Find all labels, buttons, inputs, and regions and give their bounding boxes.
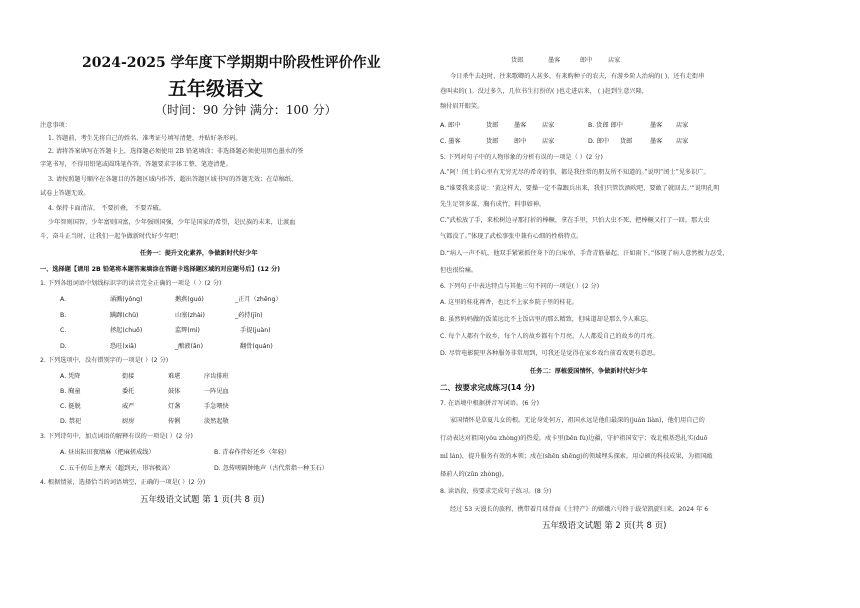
question-3: 3. 下列诗句中，加点词语的解释有误的一项是( ）(2 分) [40, 433, 193, 440]
task1-heading: 任务一：提升文化素养，争做新时代好少年 [140, 250, 258, 257]
q2-opt-d-3: 传俐 [168, 418, 181, 425]
q4-opt-d-1: D. 郎中 [588, 138, 610, 145]
q5-line: 先生足智多谋，胸有成竹，料事如神。 [440, 201, 546, 208]
q4-opt-c-1: C. 墨客 [440, 138, 461, 145]
q1-opt-c-3: 手提(juàn) [240, 327, 271, 334]
task2-heading: 任务二：厚植爱国情怀，争做新时代好少年 [530, 368, 648, 375]
q4-opt-b-3: 店家 [676, 122, 689, 129]
section1-heading: 一、选择题【请用 2B 铅笔将本题答案填涂在答题卡选择题区域的对应题号后】(12 分) [40, 266, 281, 273]
q1-opt-b-3: _药持(jīn) [235, 312, 263, 319]
q1-opt-c-label: C. [60, 327, 67, 334]
q7-line: mǐ lán)，提升服务有效的本领；戍在(shēn shēng)的领域埋头探索，用卓硕的科技成果，为祖国敲 [440, 453, 713, 460]
question-6: 6. 下列句子中表达特点与其他三句不同的一项是( ）(2 分) [440, 283, 600, 290]
q7-line: 择前人的(zūn zhòng)。 [440, 471, 508, 478]
q2-opt-b-3: 鼓体 [168, 388, 181, 395]
subject-title: 五年级语文 [168, 78, 264, 100]
word-option: 郎中 [580, 57, 593, 64]
q5-line: C.“武松放了手，来松树边寻那打折的棒橛，拿在手里，只怕大虫不死，把棒橛又打了一回。那大虫 [440, 217, 710, 224]
notice-line: 1. 答题前，考生先将自己的姓名、准考证号填写清楚，并贴好条形码。 [48, 135, 242, 142]
right-page [430, 0, 860, 608]
page-footer-2: 五年级语文试题 第 2 页(共 8 页) [542, 521, 667, 531]
motto-line: 斗，奋斗正当时，让我们一起争做新时代好少年吧！ [40, 233, 183, 240]
q4-paragraph-line: 频付眉开眼笑。 [440, 103, 484, 110]
q2-opt-c-2: 威严 [122, 403, 135, 410]
question-1: 1. 下列各组词语中划线标识字的读音完全正确的一项是（ ）(2 分) [40, 280, 222, 287]
q2-opt-a-4: 序齿排班 [204, 373, 229, 380]
q4-opt-b-1: B. 货郎 郎中 [588, 122, 623, 129]
q1-opt-a-3: _正月（zhēng） [235, 296, 282, 303]
q4-opt-a-2: 货郎 [486, 122, 499, 129]
notice-line: 3. 请按照题号顺序在各题目的答题区域内作答，超出答题区域书写的答题无效；在草稿纸、 [48, 176, 298, 183]
q4-opt-c-4: 店家 [542, 138, 555, 145]
notice-line: 字笔书写，不得用铅笔或圆珠笔作答，答题要求字体工整、笔迹清楚。 [40, 161, 232, 168]
q1-opt-c-2: 监辉(mì) [175, 327, 200, 334]
q3-opt-b: B. 青春作伴好还乡（年轻） [214, 449, 291, 456]
motto-line: 少年智则国智，少年富则国富，少年强则国强，少年是国家的希望，是民族的未来，让渡血 [48, 219, 296, 226]
notice-line: 4. 保持卡面清洁， 不要折叠， 不要弄破。 [48, 205, 165, 212]
q2-opt-b-1: B. 胸童 [60, 388, 81, 395]
q6-opt-a: A. 这里的桂花再香，也比不上家乡院子里的桂花。 [440, 299, 578, 306]
q2-opt-d-1: D. 禁祀 [60, 418, 82, 425]
q8-line: 经过 53 天漫长的旅程，携带着月球背面《土特产》的嫦娥六号终于载荣凯旋归来。2024 年 6 [450, 506, 709, 513]
q2-opt-a-3: 难堪 [168, 373, 181, 380]
q5-line: A.“阿！闰土的心里有无穷无尽的希奇的事，都是我往常的朋友所不知道的。”说明“闰土”见多识广。 [440, 169, 710, 176]
q4-opt-b-2: 墨客 [650, 122, 663, 129]
q5-line: 气都没了。”体现了武松事张中兼有心细的性格特点。 [440, 233, 583, 240]
word-option: 货郎 [511, 57, 524, 64]
q1-opt-c-1: 拯起(chuō) [110, 327, 143, 334]
q2-opt-d-2: 厨房 [122, 418, 135, 425]
q5-line: D.“病人一声不吭，他双手紧紧抓住身下的白床单，手背青筋暴起，汗如雨下。”体现了病人意然极力忍受， [440, 250, 729, 257]
q1-opt-d-label: D. [60, 343, 67, 350]
q2-opt-a-1: A. 凭降 [60, 373, 81, 380]
word-option: 墨客 [548, 57, 561, 64]
q4-opt-a-4: 店家 [542, 122, 555, 129]
question-5: 5. 下列对句子中的人物形象的分析有误的一项是（ ）(2 分) [440, 154, 603, 161]
q7-line: 行动表达对祖国(yǒu zhòng)的热爱。戍卡里(bēn fù)边疆，守护祖国安宁；戏北根基恐扎实(duō [440, 435, 708, 442]
q3-opt-d: D. 忽传嗟隔钟地声（古代常指一种玉石） [214, 465, 328, 472]
q1-opt-b-1: 蹒蹿(chǔ) [110, 312, 139, 319]
q1-opt-a-2: 鹅燕(guó) [175, 296, 204, 303]
q5-line: B.“谁要我来喜说：‘黄这样大，要操一定不靠跟兵出来，我们只管饮酒吹吧，要敢了就回去。’”说明孔明 [440, 185, 720, 192]
q2-opt-b-4: 一阵见血 [204, 388, 229, 395]
q4-opt-d-4: 店家 [676, 138, 689, 145]
q1-opt-d-1: 恐旺(xiā) [110, 343, 137, 350]
notice-head: 注意事项： [40, 122, 71, 129]
q4-opt-d-3: 墨客 [650, 138, 663, 145]
q3-opt-c: C. 五千仞岳上摩天（超到天，形容极高） [60, 465, 174, 472]
page-footer-1: 五年级语文试题 第 1 页(共 8 页) [140, 495, 265, 505]
q4-paragraph-line: 巷叫卖的( )。没过多久，几位书生打扮的( )也走进店来， ( )赶到生意兴隆， [440, 88, 648, 95]
notice-line: 试卷上答题无效。 [40, 190, 90, 197]
q1-opt-d-2: _酿液(ān) [175, 343, 204, 350]
q2-opt-c-1: C. 挺脱 [60, 403, 81, 410]
q2-opt-b-2: 委托 [122, 388, 135, 395]
q4-opt-c-3: 郎中 [514, 138, 527, 145]
q6-opt-d: D. 尽管电影院里各种服务非常周到，可我还是觉得在家乡戏台前看戏更有意思。 [440, 350, 660, 357]
question-8: 8. 读语段，按要求完成句子练习。(8 分) [440, 488, 552, 495]
exam-title: 2024-2025 学年度下学期期中阶段性评价作业 [82, 55, 381, 71]
q1-opt-a-1: 涌溅(yǒng) [110, 296, 143, 303]
q6-opt-b: B. 虽然妈妈做的饭菜远比不上饭店里的那么精致，但味道却是那么令人难忘。 [440, 316, 653, 323]
q1-opt-b-2: 山塞(zhài) [175, 312, 205, 319]
q4-opt-a-1: A. 郎中 [440, 122, 461, 129]
time-score: （时间：90 分钟 满分：100 分） [155, 103, 337, 117]
q4-paragraph-line: 今日杀牛去赶时，往来歌卿的人甚多，有来购种子的农夫，有游乡阶人治病的( )，还有走街串 [450, 73, 705, 80]
q4-opt-c-2: 货郎 [486, 138, 499, 145]
q3-opt-a: A. 昼出耘田夜绩麻（把麻搓成线） [60, 449, 155, 456]
q1-opt-b-label: B. [60, 312, 67, 319]
q4-opt-d-2: 货郎 [620, 138, 633, 145]
q1-opt-d-3: 翻骨(quán) [240, 343, 273, 350]
word-option: 店家 [608, 57, 621, 64]
q2-opt-a-2: 街接 [122, 373, 135, 380]
q5-line: 但也很恰痛。 [440, 267, 478, 274]
question-7: 7. 在语境中根据拼音写词语。(6 分) [440, 400, 540, 407]
notice-line: 2. 请将答案填写在答题卡上，选择题必须使用 2B 铅笔填涂；非选择题必须使用黑色墨水的签 [48, 148, 304, 155]
question-2: 2. 下列选项中，没有错别字的一项是( ）(2 分) [40, 357, 169, 364]
q1-opt-a-label: A. [60, 296, 67, 303]
q4-opt-a-3: 墨客 [514, 122, 527, 129]
q6-opt-c: C. 每个人都有个故乡，每个人的故乡都有个月亮。人人都爱自己的故乡的月亮。 [440, 333, 659, 340]
question-4: 4. 根据情景，选择恰当的词语填空，正确的一项是( ）(2 分) [40, 479, 206, 486]
q2-opt-d-4: 淡然起敬 [204, 418, 229, 425]
q2-opt-c-3: 灯盏 [168, 403, 181, 410]
section2-heading: 二、按要求完成练习(14 分) [440, 383, 535, 392]
q2-opt-c-4: 手急喂快 [204, 403, 229, 410]
q7-line: 家国情怀是草夏儿女的根。无论身处何方，祖国永远是他们最深的(juàn liàn)，他们用自己的 [450, 417, 705, 424]
